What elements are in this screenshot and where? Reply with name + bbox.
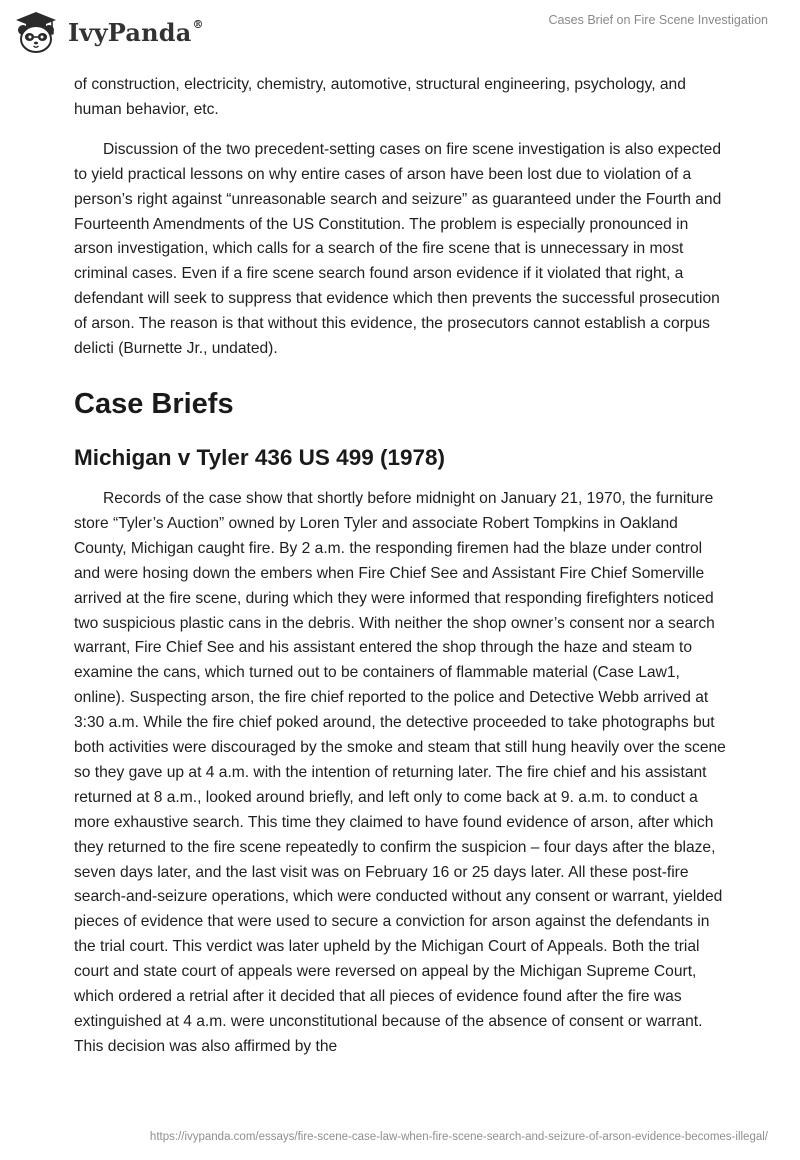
section-heading: Case Briefs	[74, 387, 234, 420]
panda-graduate-icon	[14, 10, 58, 54]
page-header	[0, 0, 800, 70]
brand-logo[interactable]	[14, 10, 204, 54]
brand-name: IvyPanda®	[68, 17, 204, 47]
document-title: Cases Brief on Fire Scene Investigation	[548, 13, 768, 27]
source-url[interactable]: https://ivypanda.com/essays/fire-scene-case-law-when-fire-scene-search-and-seizure-of-arson-evidence-becomes-illegal/	[149, 1131, 768, 1143]
essay-body	[74, 73, 730, 1060]
paragraph: of construction, electricity, chemistry, automotive, structural engineering, psychology, and human behavior, etc.	[74, 76, 686, 118]
paragraph: Records of the case show that shortly before midnight on January 21, 1970, the furniture store “Tyler’s Auction” owned by Loren Tyler and associate Robert Tompkins in Oakland County, Michigan caught fire. By 2 a.m. the responding firemen had the blaze under control and were hosing down the embers when Fire Chief See and Assistant Fire Chief Somerville arrived at the fire scene, during which they were informed that responding firefighters noticed two suspicious plastic cans in the debris. With neither the shop owner’s consent nor a search warrant, Fire Chief See and his assistant entered the shop through the haze and steam to examine the cans, which turned out to be containers of flammable material (Case Law1, online). Suspecting arson, the fire chief reported to the police and Detective Webb arrived at 3:30 a.m. While the fire chief poked around, the detective proceeded to take photographs but both activities were discouraged by the smoke and steam that still hung heavily over the scene so they gave up at 4 a.m. with the intention of returning later. The fire chief and his assistant returned at 8 a.m., looked around briefly, and left only to come back at 9. a.m. to conduct a more exhaustive search. This time they claimed to have found evidence of arson, after which they returned to the fire scene repeatedly to confirm the suspicion – four days after the blaze, seven days later, and the last visit was on February 16 or 25 days later. All these post-fire search-and-seizure operations, which were conducted without any consent or warrant, yielded pieces of evidence that were used to secure a conviction for arson against the defendants in the trial court. This verdict was later upheld by the Michigan Court of Appeals. Both the trial court and state court of appeals were reversed on appeal by the Michigan Supreme Court, which ordered a retrial after it decided that all pieces of evidence found after the fire was extinguished at 4 a.m. were unconstitutional because of the absence of consent or warrant. This decision was also affirmed by the	[74, 489, 726, 1055]
paragraph: Discussion of the two precedent-setting cases on fire scene investigation is also expected to yield practical lessons on why entire cases of arson have been lost due to violation of a person’s right against “unreasonable search and seizure” as guaranteed under the Fourth and Fourteenth Amendments of the US Constitution. The problem is especially pronounced in arson investigation, which calls for a search of the fire scene that is unnecessary in most criminal cases. Even if a fire scene search found arson evidence if it violated that right, a defendant will seek to suppress that evidence which then prevents the successful prosecution of arson. The reason is that without this evidence, the prosecutors cannot establish a corpus delicti (Burnette Jr., undated).	[74, 140, 722, 358]
case-subheading: Michigan v Tyler 436 US 499 (1978)	[74, 444, 446, 470]
